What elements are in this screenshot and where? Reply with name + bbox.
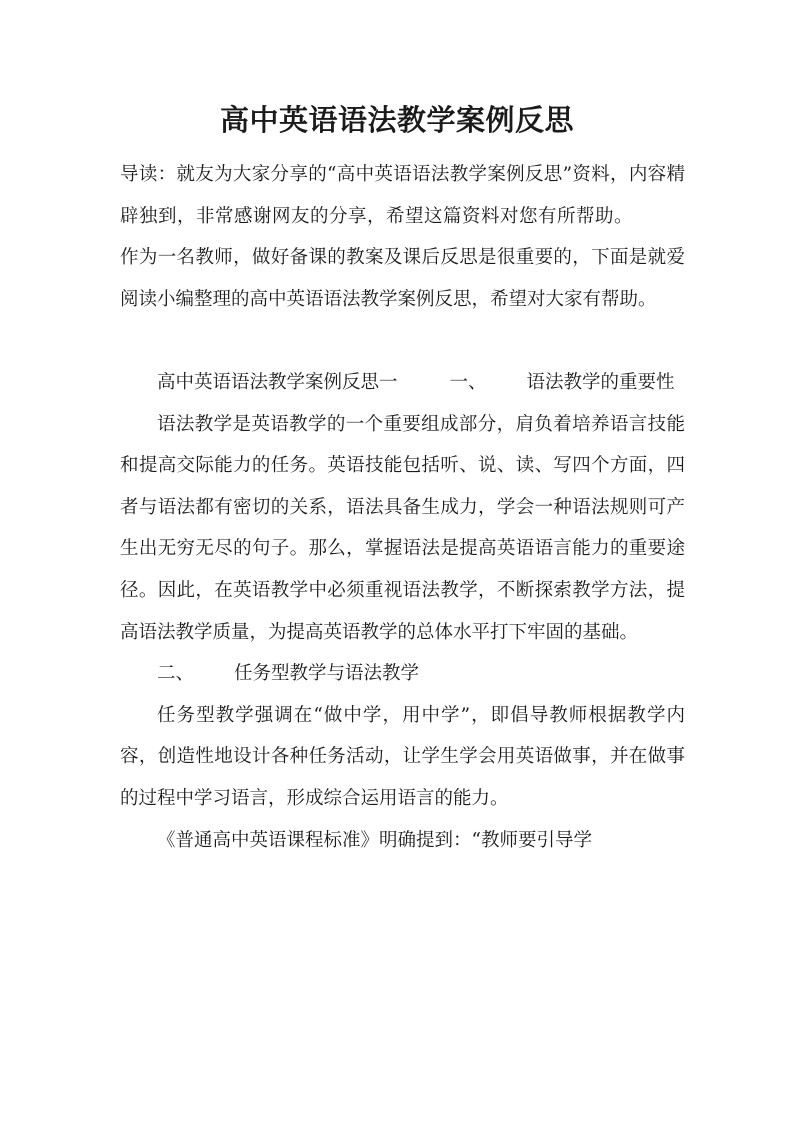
body-paragraph: 《普通高中英语课程标准》明确提到：“教师要引导学	[157, 829, 592, 851]
body-paragraph: 语法教学是英语教学的一个重要组成部分，肩负着培养语言技能和提高交际能力的任务。英语技能包括听、说、读、写四个方面，四者与语法都有密切的关系，语法具备生成力，学会一种语法规则可产生出无穷无尽的句子。那么，掌握语法是提高英语语言能力的重要途径。因此，在英语教学中必须重视语法教学，不断探索教学方法，提高语法教学质量，为提高英语教学的总体水平打下牢固的基础。	[120, 413, 685, 643]
section-1-title: 语法教学的重要性	[526, 371, 675, 393]
intro-text: 导读：就友为大家分享的“高中英语语法教学案例反思”资料，内容精辟独到，非常感谢网友的分享，希望这篇资料对您有所帮助。	[120, 164, 685, 227]
document-body	[120, 154, 685, 861]
section-2-number: 二、	[157, 663, 195, 685]
body-paragraph: 任务型教学强调在“做中学，用中学”，即倡导教师根据教学内容，创造性地设计各种任务活动，让学生学会用英语做事，并在做事的过程中学习语言，形成综合运用语言的能力。	[120, 704, 685, 809]
series-title: 高中英语语法教学案例反思一	[157, 371, 398, 393]
section-2-title: 任务型教学与语法教学	[234, 663, 420, 685]
section-2-heading	[120, 653, 685, 695]
document-title: 高中英语语法教学案例反思	[219, 103, 574, 137]
intro-text-continued: 作为一名教师，做好备课的教案及课后反思是很重要的，下面是就爱阅读小编整理的高中英语语法教学案例反思，希望对大家有帮助。	[120, 247, 685, 310]
section-1-number: 一、	[449, 371, 487, 393]
intro-paragraph	[120, 154, 685, 320]
section-1-heading	[120, 362, 685, 404]
